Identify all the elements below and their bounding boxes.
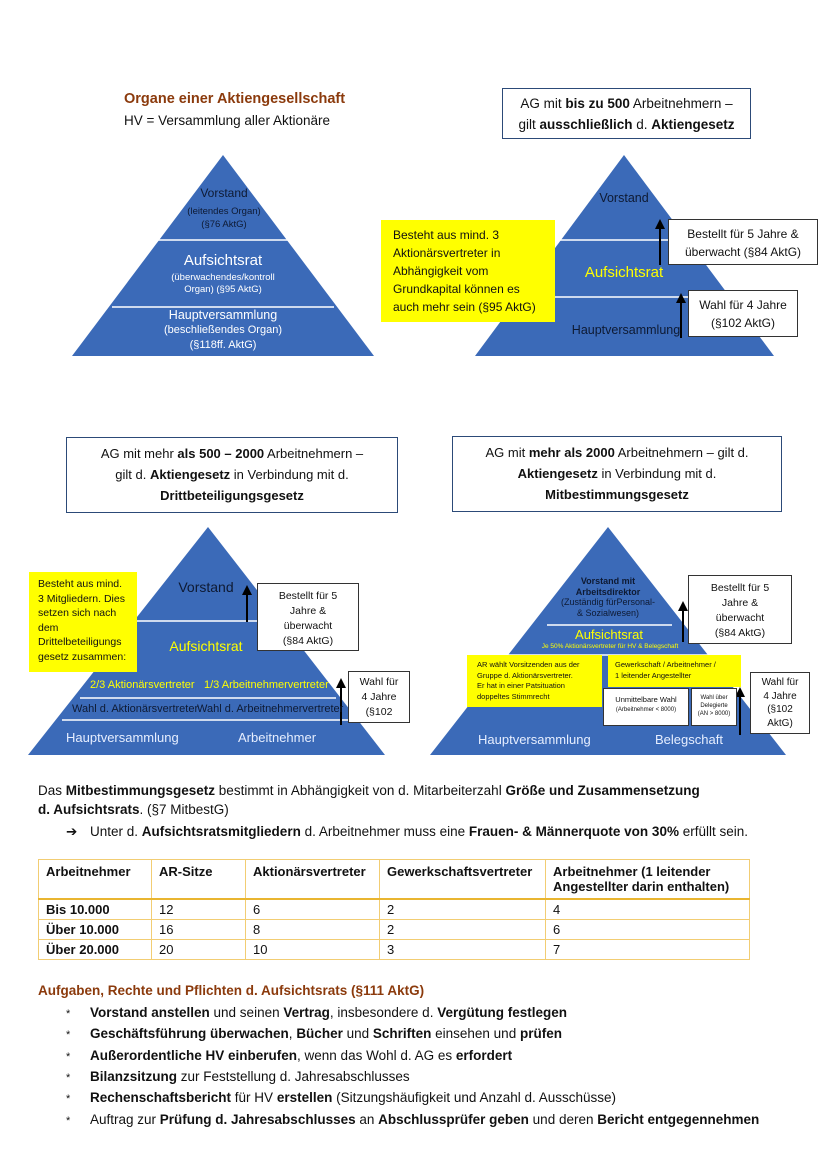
duty-text: , bbox=[288, 1026, 297, 1042]
table-cell: 16 bbox=[152, 920, 246, 940]
table-cell: 6 bbox=[246, 899, 380, 920]
bullet-asterisk-icon: * bbox=[66, 1114, 71, 1127]
table-row bbox=[39, 940, 750, 960]
mr-yellow-ar: AR wählt Vorsitzenden aus der Gruppe d. Aktionärsvertreter. Er hat in einer Patsituation doppeltes Stimmrecht bbox=[467, 655, 602, 707]
duty-text-bold: Bilanzsitzung bbox=[90, 1068, 177, 1084]
mr-ar-sub: Je 50% Aktionärsvertreter für HV & Belegschaft bbox=[541, 643, 679, 650]
duty-text-bold: Geschäftsführung überwachen bbox=[90, 1026, 289, 1042]
duty-text-bold: erfordert bbox=[455, 1047, 513, 1063]
ar-composition-table bbox=[38, 859, 750, 960]
table-cell: 20 bbox=[152, 940, 246, 960]
table-cell: 2 bbox=[380, 899, 546, 920]
tl-title: Organe einer Aktiengesellschaft bbox=[124, 91, 346, 107]
bullet-asterisk-icon: * bbox=[66, 1093, 71, 1106]
duty-text-bold: prüfen bbox=[519, 1026, 562, 1042]
duty-text-bold: Vergütung festlegen bbox=[437, 1005, 567, 1020]
mr-aufsichtsrat: Aufsichtsrat bbox=[575, 627, 643, 642]
duty-text: einsehen und bbox=[431, 1026, 520, 1042]
table-row bbox=[39, 920, 750, 940]
tr-yellow-note: Besteht aus mind. 3 Aktionärsvertreter in Abhängigkeit vom Grundkapital können es auch mehr sein (§95 AktG) bbox=[381, 220, 555, 322]
tl-subtitle: HV = Versammlung aller Aktionäre bbox=[124, 113, 330, 128]
tr-note-wahl: Wahl für 4 Jahre (§102 AktG) bbox=[688, 290, 798, 337]
tr-note-bestellt: Bestellt für 5 Jahre & überwacht (§84 AktG) bbox=[668, 219, 818, 265]
tl-hv: Hauptversammlung bbox=[168, 308, 278, 322]
tl-vorstand-desc1: (leitendes Organ) bbox=[187, 206, 261, 217]
mr-vorstand: Vorstand mit Arbeitsdirektor (Zuständig fürPersonal- & Sozialwesen) bbox=[560, 576, 656, 618]
table-cell: 3 bbox=[380, 940, 546, 960]
table-row bbox=[39, 899, 750, 920]
duty-text: und bbox=[342, 1026, 373, 1042]
duty-text: , insbesondere d. bbox=[329, 1005, 438, 1020]
table-header: Arbeitnehmer (1 leitender Angestellter darin enthalten) bbox=[546, 860, 750, 900]
bullet-asterisk-icon: * bbox=[66, 1008, 71, 1020]
ml-wahl-arbeitnehmer: Wahl d. Arbeitnehmervertreter bbox=[197, 703, 344, 715]
duty-text: (Sitzungshäufigkeit und Anzahl d. Ausschüsse) bbox=[332, 1090, 617, 1106]
table-cell: Über 10.000 bbox=[39, 920, 152, 940]
ml-split-aktionaer: 2/3 Aktionärsvertreter bbox=[90, 679, 195, 691]
mr-box-unmittelbar: Unmittelbare Wahl (Arbeitnehmer < 8000) bbox=[603, 688, 689, 726]
mr-heading-box: AG mit mehr als 2000 Arbeitnehmern – gilt d. Aktiengesetz in Verbindung mit d. Mitbestimmungsgesetz bbox=[452, 436, 782, 512]
duty-item bbox=[66, 1111, 759, 1130]
tr-hv: Hauptversammlung bbox=[571, 323, 681, 337]
tl-vorstand-desc2: (§76 AktG) bbox=[201, 219, 247, 230]
duty-text-bold: Vorstand anstellen bbox=[90, 1005, 210, 1020]
duty-text: an bbox=[355, 1111, 379, 1127]
duty-text-bold: Vertrag bbox=[283, 1005, 330, 1020]
mr-note-bestellt: Bestellt für 5 Jahre & überwacht (§84 AktG) bbox=[688, 575, 792, 644]
duties-heading: Aufgaben, Rechte und Pflichten d. Aufsichtsrats (§111 AktG) bbox=[38, 983, 425, 998]
tr-heading-box: AG mit bis zu 500 Arbeitnehmern – gilt ausschließlich d. Aktiengesetz bbox=[502, 88, 751, 139]
table-cell: Bis 10.000 bbox=[39, 899, 152, 920]
table-cell: 8 bbox=[246, 920, 380, 940]
mr-note-wahl: Wahl für 4 Jahre (§102 AktG) bbox=[750, 672, 810, 734]
duty-text-bold: Rechenschaftsbericht bbox=[90, 1090, 232, 1106]
duty-item bbox=[66, 1068, 410, 1087]
table-cell: 12 bbox=[152, 899, 246, 920]
duty-item bbox=[66, 1047, 512, 1066]
mr-belegschaft: Belegschaft bbox=[655, 732, 723, 747]
duty-item bbox=[66, 1089, 616, 1108]
quote-line: ➔ Unter d. Aufsichtsratsmitgliedern d. Arbeitnehmer muss eine Frauen- & Männerquote von 30% erfüllt sein. bbox=[66, 824, 748, 839]
duty-text-bold: Bücher bbox=[296, 1026, 343, 1042]
table-header: Arbeitnehmer bbox=[39, 860, 152, 900]
duty-text: Auftrag zur bbox=[90, 1111, 160, 1127]
table-cell: 10 bbox=[246, 940, 380, 960]
ml-split-arbeitnehmer: 1/3 Arbeitnehmervertreter bbox=[204, 679, 329, 691]
duty-text-bold: Außerordentliche HV einberufen bbox=[90, 1047, 298, 1063]
tl-vorstand: Vorstand bbox=[200, 186, 248, 200]
bullet-asterisk-icon: * bbox=[66, 1050, 71, 1063]
duty-text-bold: Schriften bbox=[372, 1026, 432, 1042]
table-cell: 2 bbox=[380, 920, 546, 940]
duty-item bbox=[66, 1004, 567, 1023]
duty-text: und deren bbox=[528, 1111, 598, 1127]
duty-text: zur Feststellung d. Jahresabschlusses bbox=[177, 1068, 410, 1084]
ml-vorstand: Vorstand bbox=[178, 579, 234, 595]
duty-text-bold: erstellen bbox=[276, 1090, 333, 1106]
tr-aufsichtsrat: Aufsichtsrat bbox=[584, 264, 664, 281]
table-cell: Über 20.000 bbox=[39, 940, 152, 960]
mr-box-delegierte: Wahl über Delegierte (AN > 8000) bbox=[691, 688, 737, 726]
ml-aufsichtsrat: Aufsichtsrat bbox=[169, 638, 243, 654]
duty-text-bold: Prüfung d. Jahresabschlusses bbox=[159, 1111, 356, 1127]
mr-yellow-gewerkschaft: Gewerkschaft / Arbeitnehmer / 1 leitender Angestellter bbox=[608, 655, 741, 687]
ml-arbeitnehmer: Arbeitnehmer bbox=[238, 730, 317, 745]
ml-note-wahl: Wahl für 4 Jahre (§102 bbox=[348, 671, 410, 723]
arrow-right-icon: ➔ bbox=[66, 824, 78, 839]
tl-ar-desc2: Organ) (§95 AktG) bbox=[184, 284, 262, 295]
tl-hv-desc2: (§118ff. AktG) bbox=[189, 339, 257, 351]
table-cell: 7 bbox=[546, 940, 750, 960]
bullet-asterisk-icon: * bbox=[66, 1029, 71, 1042]
duty-text-bold: Bericht entgegennehmen bbox=[597, 1111, 760, 1127]
duty-text-bold: Abschlussprüfer geben bbox=[378, 1111, 529, 1127]
tl-hv-desc1: (beschließendes Organ) bbox=[163, 324, 282, 336]
ml-wahl-aktionaer: Wahl d. Aktionärsvertreter bbox=[72, 703, 199, 715]
duty-text: , wenn das Wohl d. AG es bbox=[297, 1047, 456, 1063]
bullet-asterisk-icon: * bbox=[66, 1071, 71, 1084]
ml-hv: Hauptversammlung bbox=[66, 730, 179, 745]
tr-vorstand: Vorstand bbox=[599, 191, 649, 205]
duty-text: und seinen bbox=[209, 1005, 284, 1020]
tl-aufsichtsrat: Aufsichtsrat bbox=[183, 252, 263, 269]
table-header: Gewerkschaftsvertreter bbox=[380, 860, 546, 900]
ml-note-bestellt: Bestellt für 5 Jahre & überwacht (§84 AktG) bbox=[257, 583, 359, 651]
table-header: Aktionärsvertreter bbox=[246, 860, 380, 900]
table-header: AR-Sitze bbox=[152, 860, 246, 900]
ml-heading-box: AG mit mehr als 500 – 2000 Arbeitnehmern – gilt d. Aktiengesetz in Verbindung mit d. Drittbeteiligungsgesetz bbox=[66, 437, 398, 513]
table-cell: 4 bbox=[546, 899, 750, 920]
table-header-row bbox=[39, 860, 750, 900]
mitbestimmung-paragraph: Das Mitbestimmungsgesetz bestimmt in Abhängigkeit von d. Mitarbeiterzahl Größe und Zusammensetzung d. Aufsichtsrats. (§7 MitbestG) bbox=[38, 783, 700, 817]
table-cell: 6 bbox=[546, 920, 750, 940]
duty-item bbox=[66, 1025, 562, 1044]
tl-ar-desc1: (überwachendes/kontroll bbox=[171, 272, 275, 283]
duty-text: für HV bbox=[231, 1090, 277, 1106]
mr-hv: Hauptversammlung bbox=[478, 732, 591, 747]
ml-yellow-note: Besteht aus mind. 3 Mitgliedern. Dies setzen sich nach dem Drittelbeteiligungs gesetz zusammen: bbox=[29, 572, 137, 672]
